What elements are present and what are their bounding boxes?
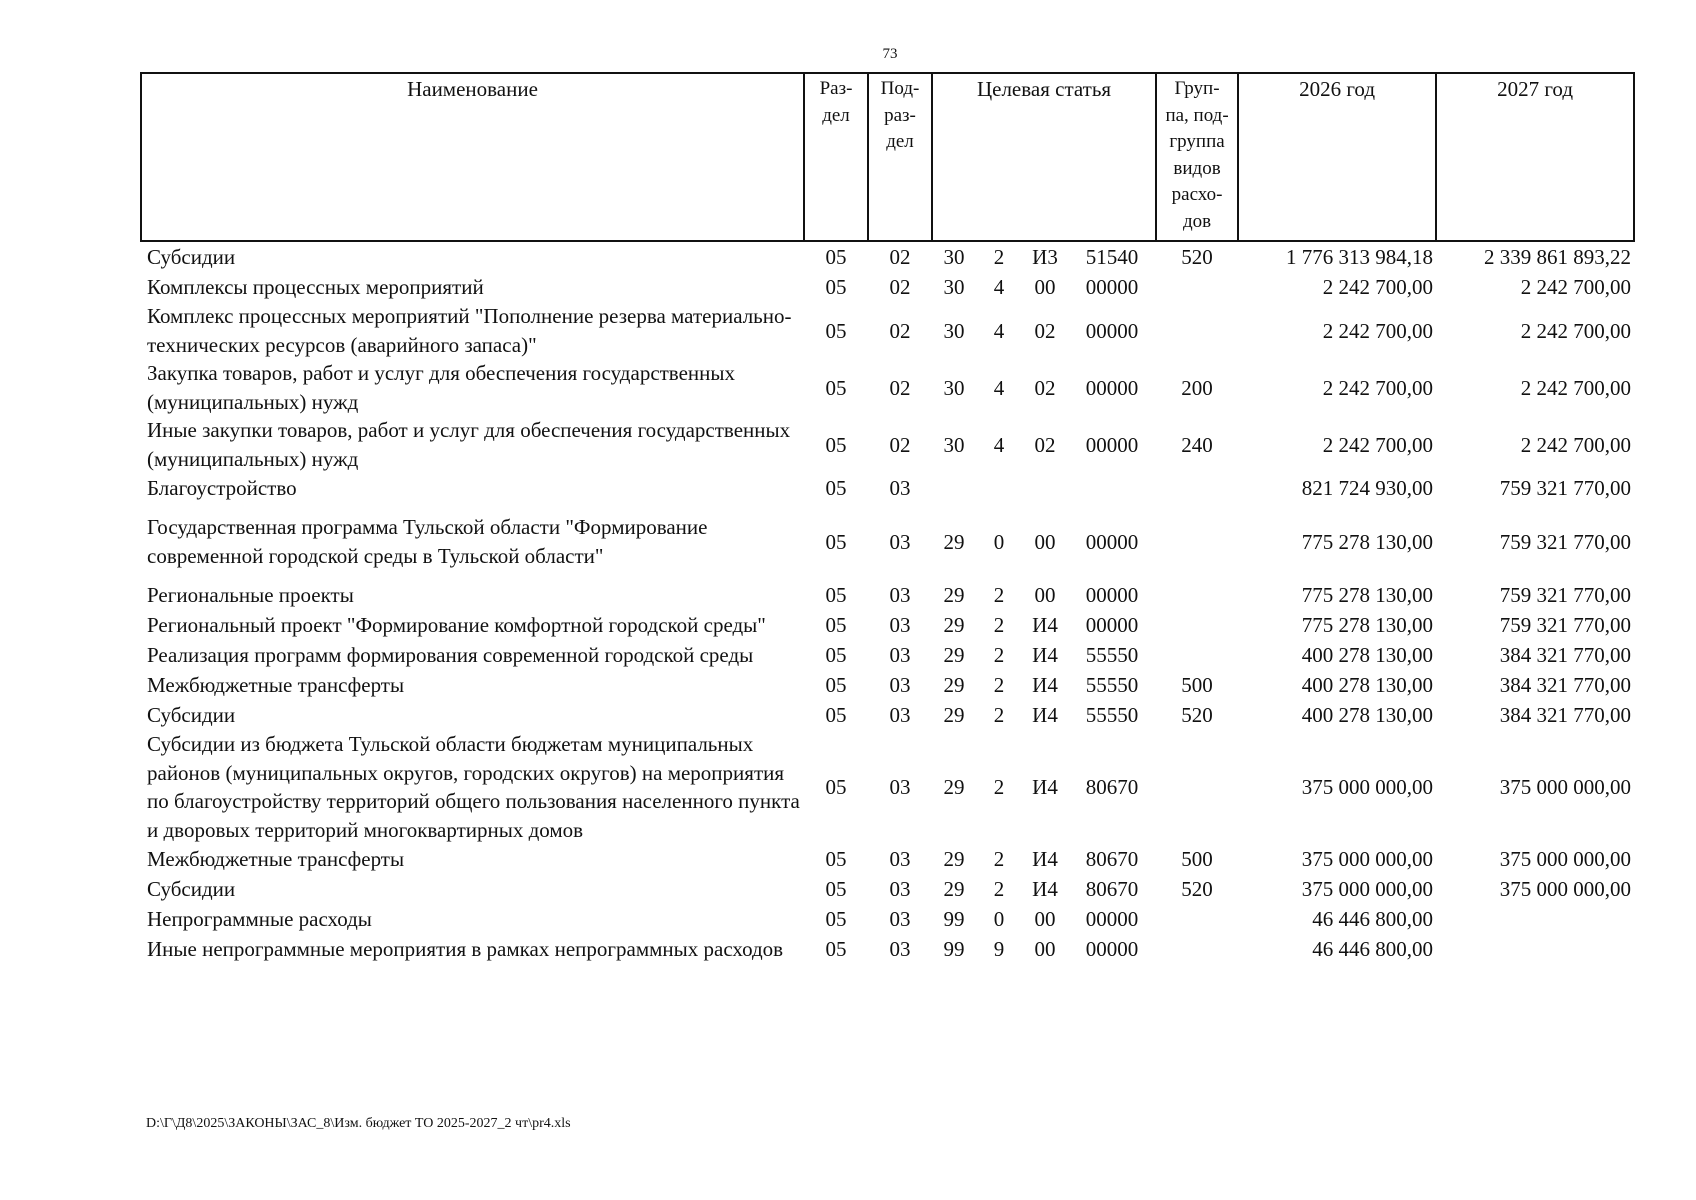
cell-target-direction: 00000	[1085, 529, 1139, 554]
header-section: Раз- дел	[804, 73, 868, 241]
cell-expense-group: 200	[1181, 375, 1213, 400]
cell-amount-2026: 2 242 700,00	[1322, 318, 1434, 343]
cell-amount-2026: 375 000 000,00	[1301, 847, 1434, 871]
cell-target-program: 30	[943, 245, 965, 269]
cell-target-direction: 00000	[1085, 937, 1139, 961]
cell-section: 05	[825, 673, 847, 697]
cell-target-project: 02	[1034, 318, 1056, 343]
cell-target-type: 4	[993, 432, 1005, 457]
cell-target-type: 2	[993, 847, 1005, 871]
cell-target-type: 2	[993, 775, 1005, 799]
header-subsection: Под- раз- дел	[868, 73, 932, 241]
table-body	[141, 241, 1634, 964]
cell-subsection: 03	[889, 613, 911, 637]
cell-subsection: 02	[889, 245, 911, 269]
cell-target-program: 29	[943, 775, 965, 799]
cell-target-type: 0	[993, 529, 1005, 554]
cell-amount-2026: 400 278 130,00	[1301, 673, 1434, 697]
cell-expense-group	[1156, 272, 1238, 302]
table-row	[141, 640, 1634, 670]
cell-target-type: 2	[993, 583, 1005, 607]
cell-expense-group	[1156, 610, 1238, 640]
cell-expense-group: 240	[1181, 432, 1213, 457]
cell-amount-2027: 384 321 770,00	[1499, 643, 1632, 667]
cell-target-project: И4	[1032, 877, 1058, 901]
cell-target-project: 00	[1034, 583, 1056, 607]
cell-target-direction: 00000	[1085, 613, 1139, 637]
cell-target-type: 4	[993, 275, 1005, 299]
cell-section: 05	[825, 375, 847, 400]
cell-target-direction: 00000	[1085, 375, 1139, 400]
table-row	[141, 874, 1634, 904]
cell-target-project: И4	[1032, 775, 1058, 799]
cell-subsection: 03	[889, 583, 911, 607]
cell-section: 05	[825, 245, 847, 269]
footer-file-path: D:\Г\Д8\2025\ЗАКОНЫ\ЗАС_8\Изм. бюджет ТО 2025-2027_2 чт\pr4.xls	[146, 1116, 571, 1131]
cell-expense-group: 520	[1181, 245, 1213, 269]
cell-subsection: 02	[889, 375, 911, 400]
cell-name: Комплекс процессных мероприятий "Пополнение резерва материально-технических ресурсов (аварийного запаса)"	[147, 304, 792, 357]
cell-target-program: 29	[943, 847, 965, 871]
cell-amount-2026: 375 000 000,00	[1301, 775, 1434, 799]
cell-name: Субсидии	[147, 702, 236, 727]
cell-subsection: 03	[889, 703, 911, 727]
cell-target-type: 2	[993, 245, 1005, 269]
header-name: Наименование	[141, 73, 804, 241]
cell-target-direction: 80670	[1085, 847, 1139, 871]
cell-target-project	[1022, 473, 1068, 503]
cell-target-direction: 00000	[1085, 318, 1139, 343]
cell-target-project: И4	[1032, 703, 1058, 727]
cell-amount-2026: 775 278 130,00	[1301, 529, 1434, 554]
cell-amount-2026: 1 776 313 984,18	[1286, 245, 1434, 269]
cell-amount-2027: 759 321 770,00	[1499, 476, 1632, 500]
cell-subsection: 02	[889, 318, 911, 343]
cell-target-type: 2	[993, 703, 1005, 727]
table-row	[141, 503, 1634, 580]
cell-expense-group: 500	[1181, 847, 1213, 871]
cell-target-program: 30	[943, 275, 965, 299]
cell-subsection: 02	[889, 275, 911, 299]
cell-subsection: 03	[889, 907, 911, 931]
cell-expense-group	[1156, 730, 1238, 844]
cell-target-project: И4	[1032, 643, 1058, 667]
cell-section: 05	[825, 877, 847, 901]
cell-amount-2027: 759 321 770,00	[1499, 583, 1632, 607]
cell-target-program: 29	[943, 613, 965, 637]
cell-section: 05	[825, 275, 847, 299]
cell-amount-2026: 400 278 130,00	[1301, 703, 1434, 727]
cell-target-direction: 00000	[1085, 583, 1139, 607]
cell-subsection: 03	[889, 847, 911, 871]
cell-target-direction: 55550	[1085, 703, 1139, 727]
cell-expense-group	[1156, 503, 1238, 580]
cell-section: 05	[825, 847, 847, 871]
cell-subsection: 03	[889, 529, 911, 554]
cell-amount-2027: 2 242 700,00	[1520, 432, 1632, 457]
header-expense-group: Груп- па, под- группа видов расхо- дов	[1156, 73, 1238, 241]
budget-table	[140, 72, 1635, 964]
cell-target-type: 2	[993, 673, 1005, 697]
cell-name: Межбюджетные трансферты	[147, 672, 405, 697]
cell-target-program: 29	[943, 583, 965, 607]
cell-amount-2026: 775 278 130,00	[1301, 613, 1434, 637]
cell-target-project: 00	[1034, 275, 1056, 299]
cell-name: Непрограммные расходы	[147, 906, 372, 931]
cell-target-project: И3	[1032, 245, 1058, 269]
cell-section: 05	[825, 703, 847, 727]
cell-amount-2026: 775 278 130,00	[1301, 583, 1434, 607]
cell-section: 05	[825, 476, 847, 500]
cell-target-program	[932, 473, 976, 503]
cell-target-type: 9	[993, 937, 1005, 961]
cell-target-direction: 80670	[1085, 775, 1139, 799]
cell-target-project: 02	[1034, 375, 1056, 400]
cell-expense-group	[1156, 580, 1238, 610]
cell-target-program: 29	[943, 643, 965, 667]
cell-name: Иные закупки товаров, работ и услуг для обеспечения государственных (муниципальных) нужд	[147, 418, 791, 471]
cell-amount-2027: 375 000 000,00	[1499, 847, 1632, 871]
cell-amount-2026: 2 242 700,00	[1322, 432, 1434, 457]
cell-amount-2027: 384 321 770,00	[1499, 703, 1632, 727]
cell-name: Государственная программа Тульской области "Формирование современной городской среды в Тульской области"	[147, 515, 708, 568]
cell-target-program: 29	[943, 877, 965, 901]
cell-target-project: 00	[1034, 529, 1056, 554]
cell-target-project: И4	[1032, 673, 1058, 697]
table-row	[141, 700, 1634, 730]
cell-target-program: 30	[943, 432, 965, 457]
cell-section: 05	[825, 432, 847, 457]
cell-target-direction: 00000	[1085, 432, 1139, 457]
cell-amount-2026: 2 242 700,00	[1322, 375, 1434, 400]
cell-expense-group	[1156, 302, 1238, 359]
cell-amount-2027	[1436, 904, 1634, 934]
table-row	[141, 580, 1634, 610]
cell-expense-group	[1156, 904, 1238, 934]
cell-subsection: 03	[889, 775, 911, 799]
cell-amount-2027: 375 000 000,00	[1499, 775, 1632, 799]
table-row	[141, 416, 1634, 473]
cell-amount-2027: 2 242 700,00	[1520, 318, 1632, 343]
cell-section: 05	[825, 775, 847, 799]
cell-section: 05	[825, 583, 847, 607]
cell-amount-2026: 2 242 700,00	[1322, 275, 1434, 299]
cell-section: 05	[825, 529, 847, 554]
cell-name: Комплексы процессных мероприятий	[147, 274, 484, 299]
cell-amount-2027	[1436, 934, 1634, 964]
cell-target-program: 29	[943, 529, 965, 554]
header-year-2026: 2026 год	[1238, 73, 1436, 241]
cell-amount-2027: 384 321 770,00	[1499, 673, 1632, 697]
cell-name: Межбюджетные трансферты	[147, 846, 405, 871]
cell-target-direction: 00000	[1085, 275, 1139, 299]
cell-name: Закупка товаров, работ и услуг для обеспечения государственных (муниципальных) нужд	[147, 361, 736, 414]
cell-subsection: 03	[889, 643, 911, 667]
cell-target-type	[976, 473, 1022, 503]
cell-target-project: 00	[1034, 937, 1056, 961]
cell-target-program: 99	[943, 907, 965, 931]
cell-target-direction: 55550	[1085, 673, 1139, 697]
cell-target-program: 30	[943, 318, 965, 343]
cell-target-program: 99	[943, 937, 965, 961]
cell-subsection: 03	[889, 476, 911, 500]
cell-name: Субсидии	[147, 244, 236, 269]
cell-subsection: 02	[889, 432, 911, 457]
cell-section: 05	[825, 937, 847, 961]
cell-expense-group	[1156, 640, 1238, 670]
table-row	[141, 241, 1634, 272]
cell-expense-group	[1156, 473, 1238, 503]
cell-name: Субсидии	[147, 876, 236, 901]
cell-amount-2026: 400 278 130,00	[1301, 643, 1434, 667]
table-row	[141, 302, 1634, 359]
cell-target-program: 29	[943, 673, 965, 697]
cell-name: Благоустройство	[147, 475, 297, 500]
cell-name: Реализация программ формирования современной городской среды	[147, 642, 754, 667]
cell-target-project: 02	[1034, 432, 1056, 457]
table-row	[141, 844, 1634, 874]
cell-subsection: 03	[889, 673, 911, 697]
cell-section: 05	[825, 643, 847, 667]
cell-target-direction: 80670	[1085, 877, 1139, 901]
cell-expense-group	[1156, 934, 1238, 964]
cell-target-direction: 51540	[1085, 245, 1139, 269]
header-year-2027: 2027 год	[1436, 73, 1634, 241]
cell-target-program: 29	[943, 703, 965, 727]
cell-amount-2026: 46 446 800,00	[1312, 937, 1434, 961]
cell-expense-group: 520	[1181, 877, 1213, 901]
cell-amount-2027: 375 000 000,00	[1499, 877, 1632, 901]
table-row	[141, 934, 1634, 964]
cell-section: 05	[825, 318, 847, 343]
table-row	[141, 473, 1634, 503]
cell-amount-2027: 759 321 770,00	[1499, 529, 1632, 554]
table-row	[141, 730, 1634, 844]
cell-amount-2027: 2 242 700,00	[1520, 275, 1632, 299]
cell-section: 05	[825, 613, 847, 637]
cell-target-project: И4	[1032, 613, 1058, 637]
cell-target-direction: 00000	[1085, 907, 1139, 931]
table-row	[141, 359, 1634, 416]
table-row	[141, 610, 1634, 640]
cell-target-type: 2	[993, 877, 1005, 901]
cell-target-project: И4	[1032, 847, 1058, 871]
cell-amount-2026: 46 446 800,00	[1312, 907, 1434, 931]
cell-name: Региональные проекты	[147, 582, 354, 607]
cell-name: Иные непрограммные мероприятия в рамках непрограммных расходов	[147, 936, 784, 961]
cell-subsection: 03	[889, 937, 911, 961]
page-number: 73	[882, 46, 898, 62]
cell-target-project: 00	[1034, 907, 1056, 931]
cell-expense-group: 520	[1181, 703, 1213, 727]
table-row	[141, 904, 1634, 934]
cell-amount-2026: 821 724 930,00	[1301, 476, 1434, 500]
table-header-row	[141, 73, 1634, 241]
cell-amount-2027: 2 339 861 893,22	[1484, 245, 1632, 269]
cell-name: Субсидии из бюджета Тульской области бюджетам муниципальных районов (муниципальных округов, городских округов) на мероприятия по благоустройству территорий общего пользования населенного пункта и дворовых территорий многоквартирных домов	[147, 732, 800, 842]
cell-target-type: 4	[993, 318, 1005, 343]
cell-amount-2027: 2 242 700,00	[1520, 375, 1632, 400]
cell-target-program: 30	[943, 375, 965, 400]
cell-expense-group: 500	[1181, 673, 1213, 697]
cell-subsection: 03	[889, 877, 911, 901]
cell-target-direction: 55550	[1085, 643, 1139, 667]
cell-section: 05	[825, 907, 847, 931]
cell-amount-2027: 759 321 770,00	[1499, 613, 1632, 637]
cell-amount-2026: 375 000 000,00	[1301, 877, 1434, 901]
cell-target-type: 2	[993, 643, 1005, 667]
header-target-article: Целевая статья	[932, 73, 1156, 241]
cell-target-type: 4	[993, 375, 1005, 400]
table-row	[141, 670, 1634, 700]
table-row	[141, 272, 1634, 302]
cell-target-type: 0	[993, 907, 1005, 931]
cell-name: Региональный проект "Формирование комфортной городской среды"	[147, 612, 766, 637]
cell-target-direction	[1068, 473, 1156, 503]
cell-target-type: 2	[993, 613, 1005, 637]
